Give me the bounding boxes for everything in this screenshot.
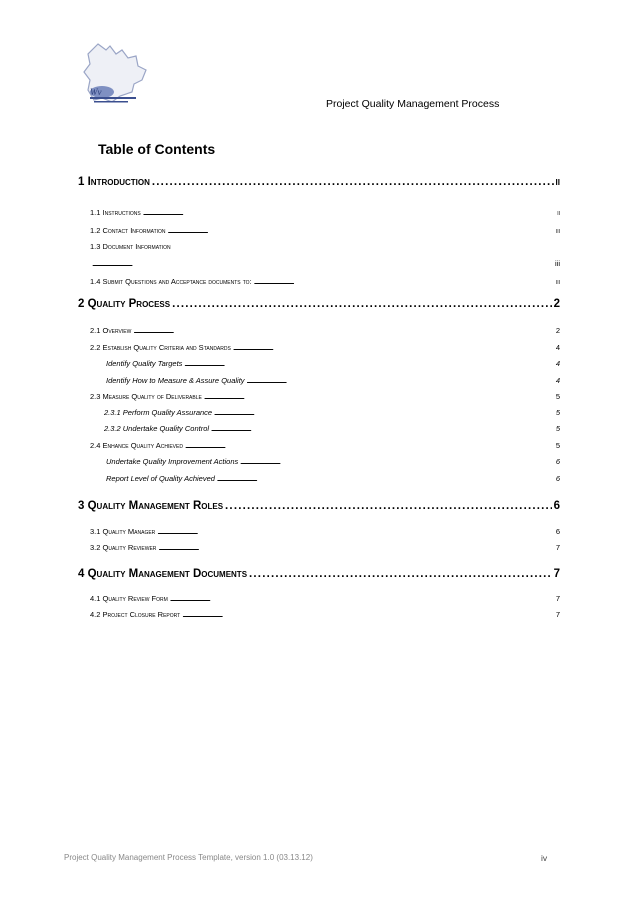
svg-text:Wv: Wv <box>90 87 102 97</box>
toc-entry-quality-management-roles[interactable]: 3 Quality Management Roles . . . 6 <box>78 500 560 512</box>
toc-entry-report-level-of-quality[interactable]: Report Level of Quality Achieved . . . 6 <box>78 474 560 483</box>
toc-entry-document-information-continued[interactable]: . . . iii <box>78 259 560 268</box>
toc-entry-quality-manager[interactable]: 3.1 Quality Manager . . . 6 <box>78 527 560 536</box>
toc-entry-contact-information[interactable]: 1.2 Contact Information . . . iii <box>78 226 560 235</box>
toc-heading: Table of Contents <box>98 141 216 157</box>
toc-entry-document-information[interactable]: 1.3 Document Information <box>90 242 171 251</box>
toc-entry-establish-quality-criteria[interactable]: 2.2 Establish Quality Criteria and Standards . . . 4 <box>78 343 560 352</box>
toc-entry-quality-management-documents[interactable]: 4 Quality Management Documents . . . 7 <box>78 568 560 580</box>
footer-page-number: iv <box>541 853 548 863</box>
toc-entry-undertake-improvement-actions[interactable]: Undertake Quality Improvement Actions . . . 6 <box>78 457 560 466</box>
toc-entry-identify-how-to-measure[interactable]: Identify How to Measure & Assure Quality . . . 4 <box>78 376 560 385</box>
toc-entry-quality-process[interactable]: 2 Quality Process . . . 2 <box>78 298 560 310</box>
toc-entry-undertake-quality-control[interactable]: 2.3.2 Undertake Quality Control . . . 5 <box>78 424 560 433</box>
organization-logo <box>76 40 156 106</box>
toc-entry-quality-reviewer[interactable]: 3.2 Quality Reviewer . . . 7 <box>78 543 560 552</box>
toc-entry-identify-quality-targets[interactable]: Identify Quality Targets . . . 4 <box>78 359 560 368</box>
toc-entry-enhance-quality-achieved[interactable]: 2.4 Enhance Quality Achieved . . . 5 <box>78 441 560 450</box>
toc-entry-measure-quality[interactable]: 2.3 Measure Quality of Deliverable . . . 5 <box>78 392 560 401</box>
page-header-title: Project Quality Management Process <box>326 98 500 110</box>
state-map-logo-icon <box>76 40 156 106</box>
footer-template-version: Project Quality Management Process Template, version 1.0 (03.13.12) <box>64 853 313 862</box>
toc-entry-instructions[interactable]: 1.1 Instructions . . . ii <box>78 208 560 217</box>
toc-entry-overview[interactable]: 2.1 Overview . . . 2 <box>78 326 560 335</box>
toc-entry-project-closure-report[interactable]: 4.2 Project Closure Report . . . 7 <box>78 610 560 619</box>
toc-entry-introduction[interactable]: 1 Introduction . . . ii <box>78 176 560 188</box>
toc-entry-submit-questions[interactable]: 1.4 Submit Questions and Acceptance documents to: . . . iii <box>78 277 560 286</box>
toc-entry-quality-review-form[interactable]: 4.1 Quality Review Form . . . 7 <box>78 594 560 603</box>
toc-entry-perform-quality-assurance[interactable]: 2.3.1 Perform Quality Assurance . . . 5 <box>78 408 560 417</box>
